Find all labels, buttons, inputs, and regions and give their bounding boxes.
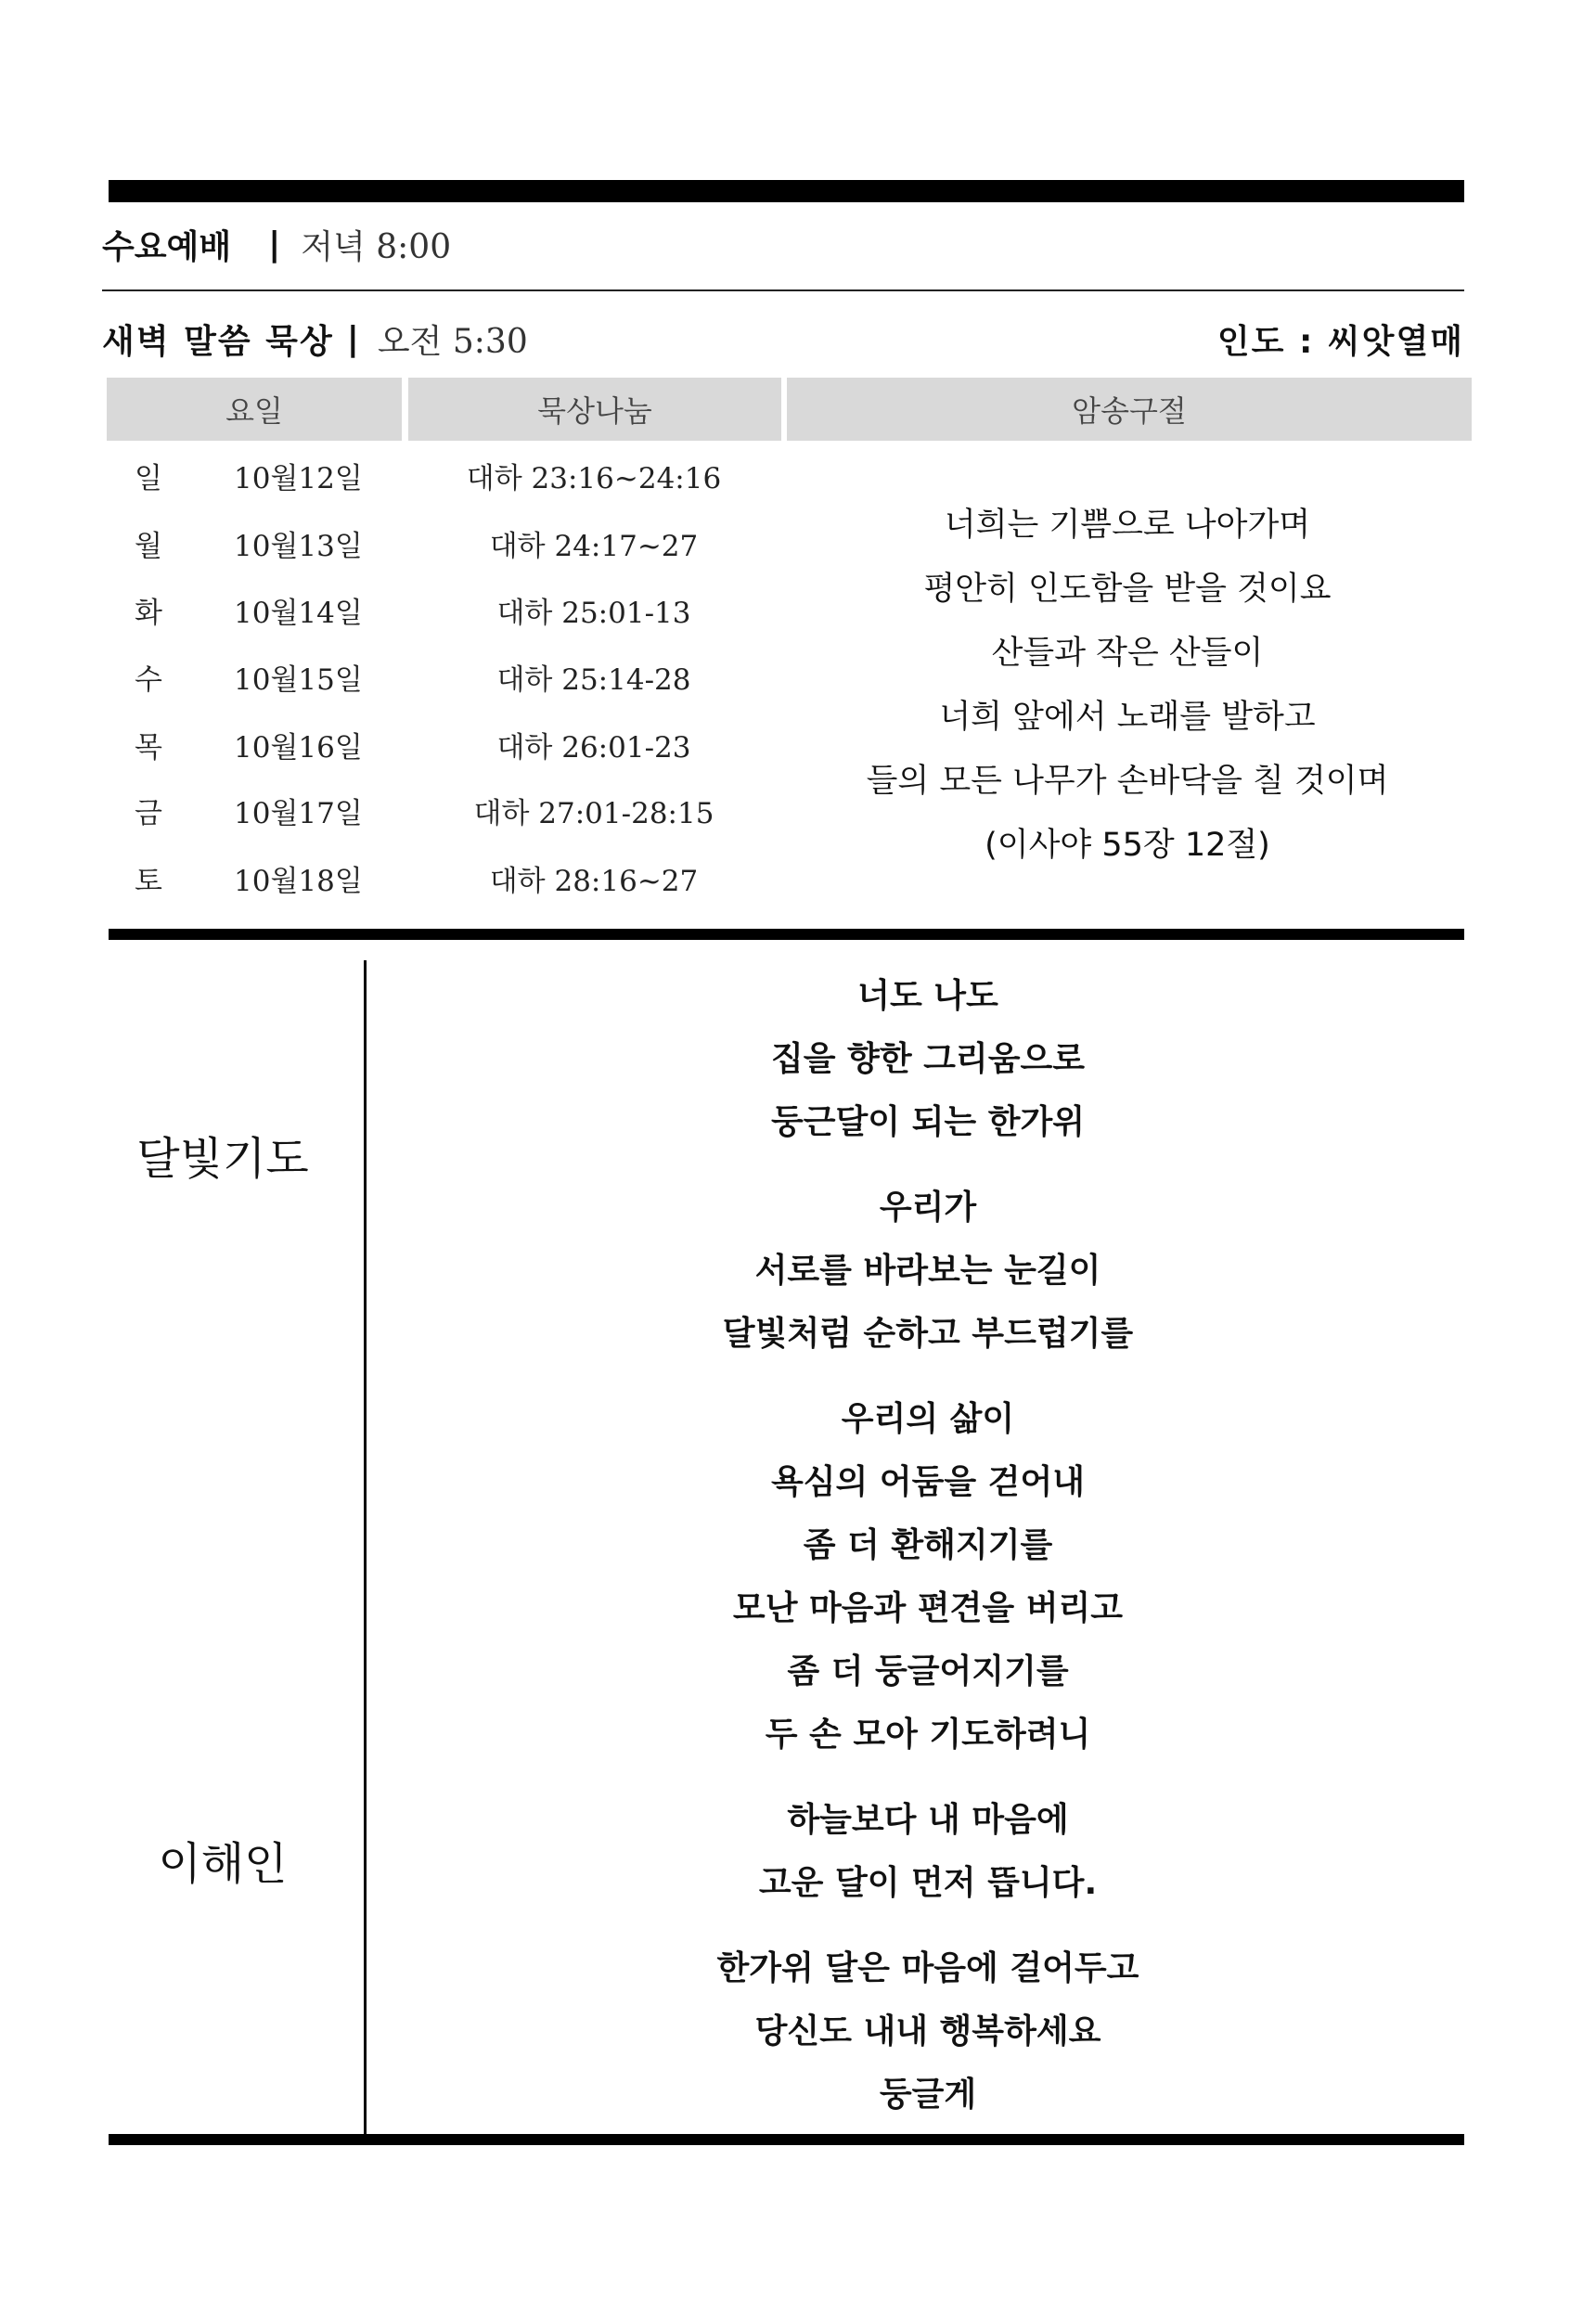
row-reading: 대하 25:01-13 [496, 597, 691, 630]
row-reading: 대하 28:16~27 [489, 865, 699, 898]
schedule-row [0, 585, 779, 641]
poem-title: 달빛기도 [136, 1133, 309, 1185]
row-date: 10월17일 [234, 797, 363, 830]
row-date: 10월14일 [234, 597, 363, 630]
row-reading: 대하 26:01-23 [496, 731, 691, 765]
dawn-time: 오전 5:30 [377, 322, 528, 361]
poem-line: 고운 달이 먼저 뜹니다. [758, 1864, 1098, 1902]
header-day: 요일 [107, 378, 402, 441]
schedule-row [0, 854, 779, 909]
poem-body [650, 965, 1206, 2149]
schedule-row [0, 652, 779, 708]
row-date: 10월13일 [234, 530, 363, 563]
poem-line: 당신도 내내 행복하세요 [754, 2012, 1101, 2050]
memory-verse [784, 494, 1471, 878]
row-day: 수 [135, 663, 162, 697]
poem-line: 둥글게 [879, 2076, 977, 2114]
poem-line: 모난 마음과 편견을 버리고 [732, 1589, 1124, 1627]
header-reading: 묵상나눔 [408, 378, 781, 441]
poem-line: 너도 나도 [857, 977, 998, 1015]
wednesday-service [102, 221, 451, 267]
verse-line: 들의 모든 나무가 손바닥을 칠 것이며 [866, 763, 1389, 800]
row-reading: 대하 24:17~27 [489, 530, 699, 563]
row-date: 10월16일 [234, 731, 363, 765]
poem-author: 이해인 [158, 1838, 288, 1890]
dawn-leader: 인도 : 씨앗열매 [1216, 322, 1464, 361]
row-day: 금 [135, 797, 162, 830]
schedule-row [0, 451, 779, 507]
dawn-meditation [102, 315, 528, 362]
row-day: 목 [135, 731, 162, 765]
dawn-separator: | [346, 319, 359, 358]
poem-line: 둥근달이 되는 한가위 [770, 1103, 1086, 1141]
poem-line: 한가위 달은 마음에 걸어두고 [716, 1949, 1139, 1987]
row-date: 10월18일 [234, 865, 363, 898]
schedule-row [0, 519, 779, 574]
row-reading: 대하 23:16~24:16 [466, 462, 722, 495]
row-reading: 대하 25:14-28 [496, 663, 691, 697]
poem-line: 좀 더 환해지기를 [803, 1526, 1053, 1564]
poem-line: 우리가 [879, 1189, 977, 1227]
middle-divider-bar [109, 929, 1464, 940]
verse-line: 평안히 인도함을 받을 것이요 [923, 571, 1332, 608]
wednesday-time: 저녁 8:00 [301, 227, 452, 266]
row-date: 10월15일 [234, 663, 363, 697]
poem-line: 욕심의 어둠을 걷어내 [770, 1463, 1086, 1501]
wednesday-separator: | [268, 225, 281, 264]
wednesday-label: 수요예배 [102, 227, 232, 266]
verse-line: 너희는 기쁨으로 나아가며 [944, 507, 1311, 544]
row-reading: 대하 27:01-28:15 [473, 797, 714, 830]
thin-divider [102, 289, 1464, 291]
poem-stanza [650, 1789, 1206, 1915]
row-day: 월 [135, 530, 162, 563]
poem-stanza [650, 1937, 1206, 2127]
schedule-row [0, 720, 779, 776]
poem-line: 집을 향한 그리움으로 [770, 1040, 1086, 1078]
top-divider-bar [109, 180, 1464, 202]
row-day: 일 [135, 462, 162, 495]
bottom-divider-bar [109, 2134, 1464, 2145]
verse-line: 산들과 작은 산들이 [991, 635, 1264, 672]
dawn-label: 새벽 말씀 묵상 [102, 322, 334, 361]
verse-line: 너희 앞에서 노래를 발하고 [939, 699, 1316, 736]
poem-stanza [650, 1388, 1206, 1767]
row-day: 화 [135, 597, 162, 630]
header-verse: 암송구절 [787, 378, 1472, 441]
poem-column-divider [364, 960, 367, 2137]
poem-line: 하늘보다 내 마음에 [787, 1801, 1069, 1839]
row-day: 토 [135, 865, 162, 898]
verse-reference: (이사야 55장 12절) [985, 827, 1270, 864]
poem-line: 우리의 삶이 [841, 1400, 1015, 1438]
poem-line: 두 손 모아 기도하려니 [765, 1716, 1091, 1754]
poem-stanza [650, 1176, 1206, 1366]
schedule-row [0, 786, 779, 842]
poem-line: 좀 더 둥글어지기를 [787, 1652, 1069, 1690]
poem-line: 달빛처럼 순하고 부드럽기를 [722, 1315, 1134, 1353]
poem-line: 서로를 바라보는 눈길이 [754, 1252, 1101, 1290]
row-date: 10월12일 [234, 462, 363, 495]
poem-stanza [650, 965, 1206, 1154]
